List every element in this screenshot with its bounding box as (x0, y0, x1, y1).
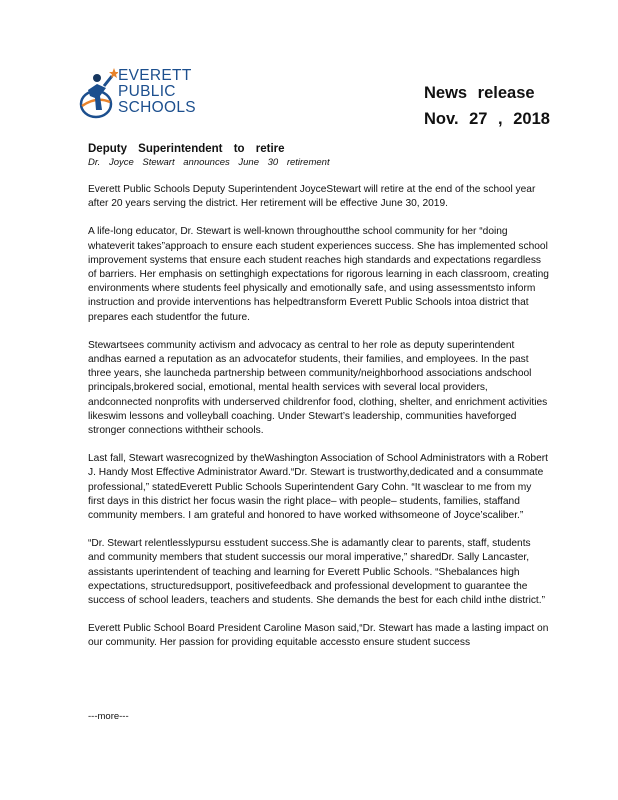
paragraph: Stewartsees community activism and advocacy as central to her role as deputy superintendent andhas earned a reputation as an advocatefor students, their families, and employees. In the past three years, she launcheda partnership between community/neighborhood associations andschool principals,brokered social, emotional, mental health services with several local providers, andconnected nonprofits with underserved childrenfor food, clothing, shelter, and enrichment activities likeswim lessons and volleyball coaching. Under Stewart’s leadership, communities haveforged stronger connections withtheir schools. (88, 339, 548, 437)
logo-line-3: SCHOOLS (118, 99, 196, 116)
article-body (88, 183, 550, 665)
paragraph: Last fall, Stewart wasrecognized by theWashington Association of School Administrators with a Robert J. Handy Most Effective Administrator Award.“Dr. Stewart is trustworthy,dedicated and a consummate professional,” statedEverett Public Schools Superintendent Gary Cohn. “It wasclear to me from my first days in this district her focus wasin the right place– with people– students, families, staffand community members. I am grateful and honored to have worked withsomeone of Joyce’scaliber.” (88, 453, 548, 522)
release-title: News release (424, 84, 535, 102)
paragraph: Everett Public School Board President Caroline Mason said,“Dr. Stewart has made a lasting impact on our community. Her passion for providing equitable accessto ensure student success (88, 623, 549, 649)
logo-line-2: PUBLIC (118, 83, 176, 100)
article-subheading: Dr. Joyce Stewart announces June 30 retirement (88, 157, 330, 168)
district-logo (78, 66, 228, 128)
more-indicator: ---more--- (88, 711, 129, 722)
person-star-globe-icon (78, 66, 118, 126)
paragraph: Everett Public Schools Deputy Superintendent JoyceStewart will retire at the end of the school year after 20 years serving the district. Her retirement will be effective June 30, 2019. (88, 184, 536, 210)
paragraph: “Dr. Stewart relentlesslypursu esstudent success.She is adamantly clear to parents, staff, students and community members that student successis our moral imperative,” sharedDr. Sally Lancaster, assistants uperintendent of teaching and learning for Everett Public Schools. “Shebalances high expectations, structuredsupport, positivefeedback and professional development to guarantee the success of school leaders, teachers and students. She demands the best for each child inthe district.” (88, 538, 545, 607)
logo-wordmark (118, 68, 196, 116)
article-heading: Deputy Superintendent to retire (88, 143, 285, 155)
paragraph: A life-long educator, Dr. Stewart is well-known throughoutthe school community for her “doing whateverit takes”approach to ensure each student experiences success. She has implemented school improvement systems that ensure each student reaches high standards and expectations regardless of barriers. Her emphasis on settinghigh expectations for rigorous learning in each classroom, creating environments where students feel physically and emotionally safe, and using assessmentsto inform instruction and provide interventions has helpedtransform Everett Public Schools intoa district that prepares each studentfor the future. (88, 226, 549, 323)
logo-line-1: EVERETT (118, 67, 192, 84)
release-date: Nov. 27 , 2018 (424, 110, 550, 128)
release-block (424, 80, 550, 132)
